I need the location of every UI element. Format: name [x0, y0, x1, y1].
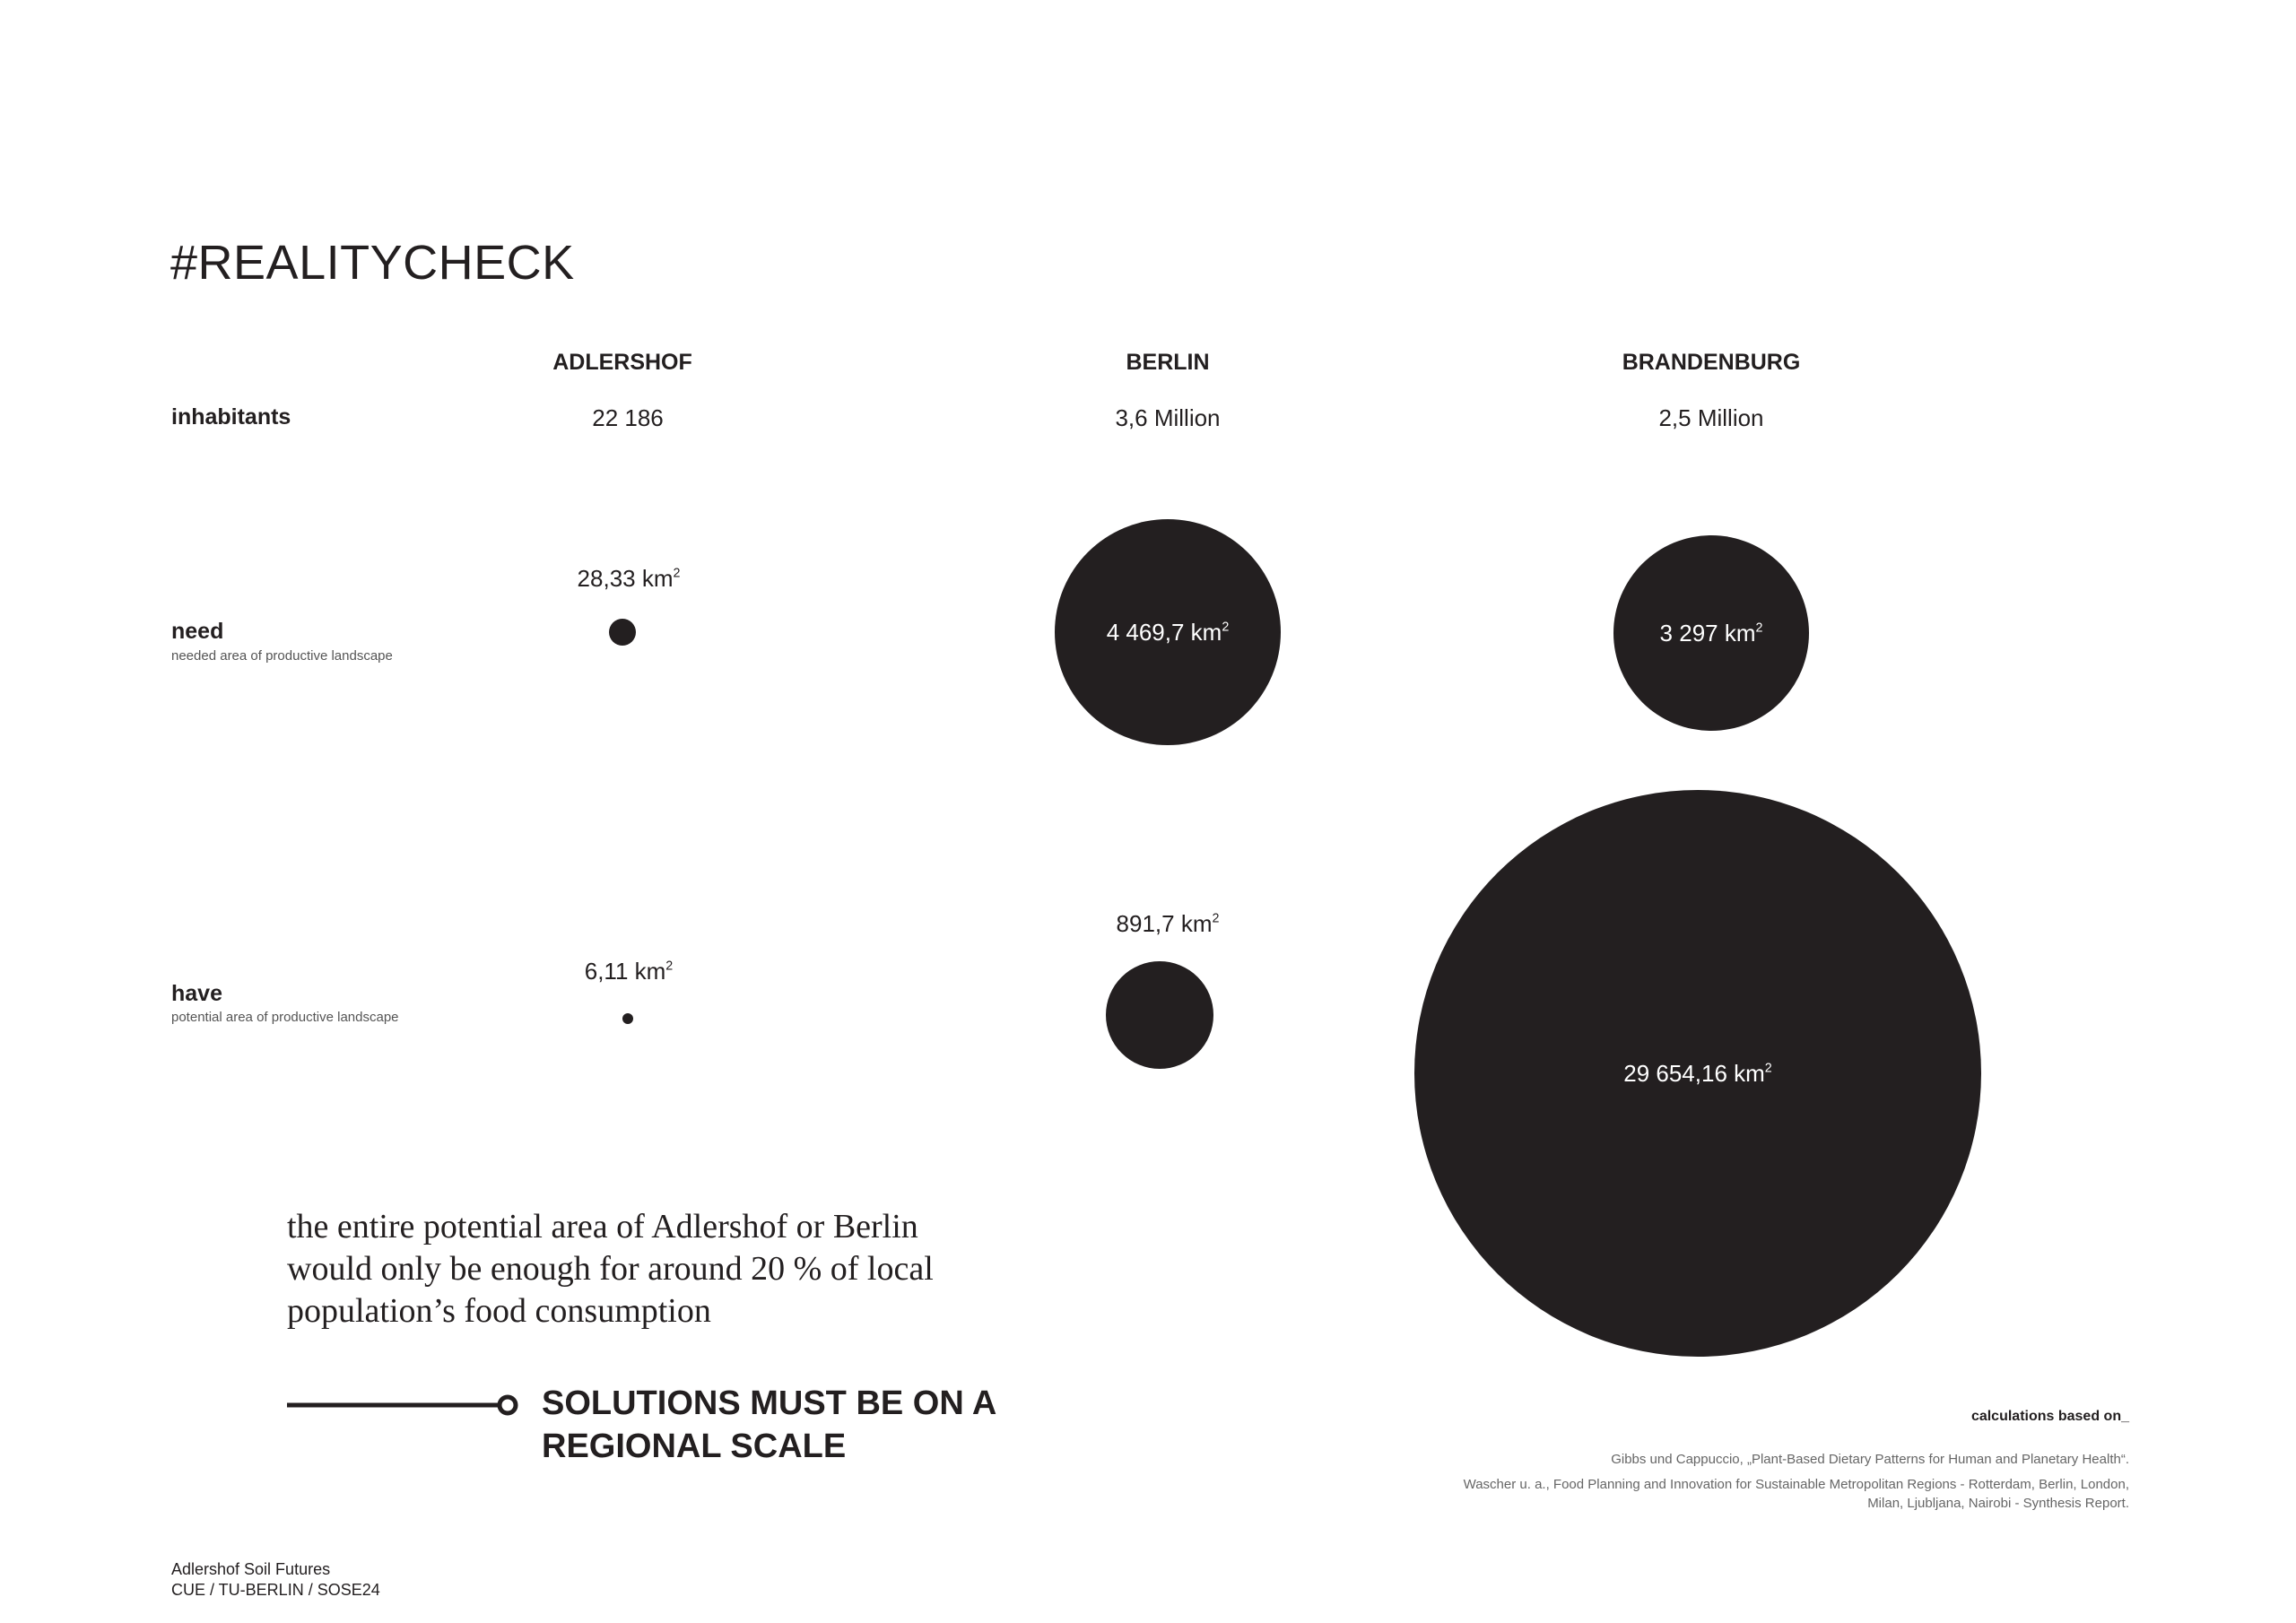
pointer-line-icon [287, 1394, 520, 1421]
have-bubble-brandenburg [1414, 790, 1981, 1357]
reference-2: Wascher u. a., Food Planning and Innovation for Sustainable Metropolitan Regions - Rotterdam, Berlin, London, Milan, Ljubljana, Nairobi - Synthesis Report. [1463, 1477, 2129, 1511]
page-title: #REALITYCHECK [170, 236, 575, 290]
have-bubble-berlin [1106, 961, 1213, 1069]
row-sub-have: potential area of productive landscape [171, 1010, 399, 1025]
footer-course: CUE / TU-BERLIN / SOSE24 [171, 1581, 380, 1599]
reference-1: Gibbs und Cappuccio, „Plant-Based Dietary Patterns for Human and Planetary Health“. [1611, 1452, 2129, 1467]
row-sub-need: needed area of productive landscape [171, 648, 393, 664]
inhabitants-adlershof: 22 186 [592, 404, 664, 431]
need-bubble-berlin [1055, 519, 1281, 745]
have-value-brandenburg: 29 654,16 $km^2$ [1623, 1059, 1772, 1087]
footer-project: Adlershof Soil Futures [171, 1560, 331, 1578]
need-label-adlershof: 28,33 $km^2$ [577, 565, 681, 592]
need-bubble-brandenburg [1613, 535, 1809, 731]
inhabitants-berlin: 3,6 Million [1115, 404, 1221, 431]
column-header-berlin: BERLIN [1126, 350, 1210, 375]
have-label-adlershof: 6,11 $km^2$ [584, 958, 674, 985]
conclusion-text: SOLUTIONS MUST BE ON A REGIONAL SCALE [542, 1384, 997, 1465]
have-bubble-adlershof [622, 1013, 633, 1024]
need-value-berlin: 4 469,7 $km^2$ [1106, 618, 1230, 646]
statement-text: the entire potential area of Adlershof or Berlin would only be enough for around 20 % of local population’s food consumption [287, 1208, 934, 1330]
column-header-brandenburg: BRANDENBURG [1622, 350, 1801, 375]
inhabitants-brandenburg: 2,5 Million [1658, 404, 1764, 431]
need-value-brandenburg: 3 297 $km^2$ [1659, 619, 1763, 647]
row-label-need: need [171, 619, 224, 644]
calculations-heading: calculations based on_ [1970, 1409, 2129, 1424]
row-label-have: have [171, 981, 222, 1006]
column-header-adlershof: ADLERSHOF [552, 350, 692, 375]
have-label-berlin: 891,7 $km^2$ [1116, 910, 1220, 937]
need-bubble-adlershof [609, 619, 636, 646]
row-label-inhabitants: inhabitants [171, 404, 291, 430]
